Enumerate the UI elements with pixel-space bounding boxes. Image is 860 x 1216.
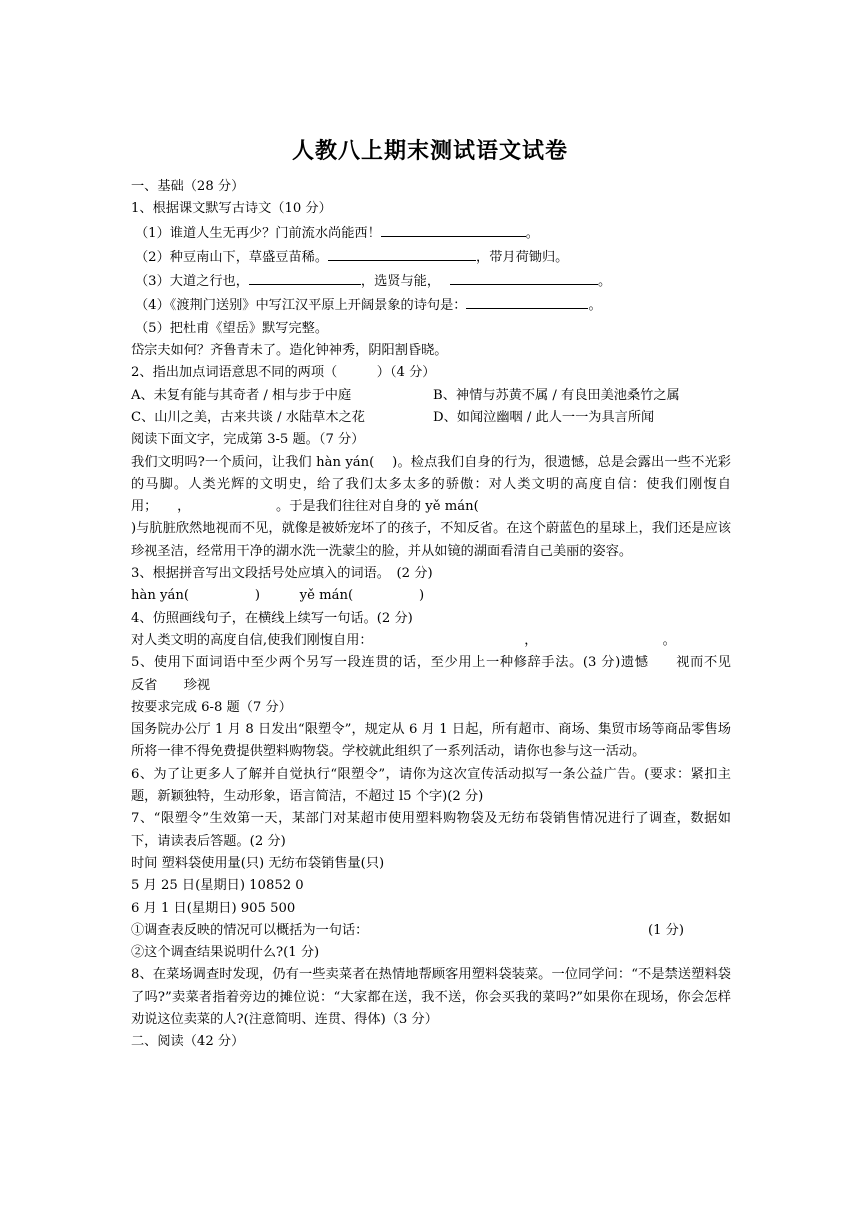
question-1-2-text: （2）种豆南山下，草盛豆苗稀。 <box>135 249 329 265</box>
section-heading-basics: 一、基础（28 分） <box>131 179 245 194</box>
question-3: 3、根据拼音写出文段括号处应填入的词语。 (2 分) <box>131 566 433 582</box>
document-body <box>131 176 758 1054</box>
question-5: 5、使用下面词语中至少两个另写一段连贯的话，至少用上一种修辞手法。(3 分)遗憾 视而不见 反省 珍视 <box>131 655 758 693</box>
question-8: 8、在菜场调查时发现，仍有一些卖菜者在热情地帮顾客用塑料袋装菜。一位同学问：“不是禁送塑料袋了吗?”卖菜者指着旁边的摊位说：“大家都在送，我不送，你会买我的菜吗?”如果你在现场，你会怎样劝说这位卖菜的人?(注意简明、连贯、得体)（3 分） <box>131 967 731 1027</box>
punctuation: 。 <box>598 274 612 290</box>
question-2: 2、指出加点词语意思不同的两项（ ）（4 分） <box>131 365 436 381</box>
answer-blank[interactable] <box>381 221 526 237</box>
question-3-answer: hàn yán( ) yě mán( ) <box>131 588 425 604</box>
background-paragraph: 国务院办公厅 1 月 8 日发出“限塑令”，规定从 6 月 1 日起，所有超市、商场、集贸市场等商品零售场所将一律不得免费提供塑料购物袋。学校就此组织了一系列活动，请你也参与这一活动。 <box>131 722 731 760</box>
question-1: 1、根据课文默写古诗文（10 分） <box>131 201 332 217</box>
question-1-3 <box>131 269 731 293</box>
option-d: D、如闻泣幽咽 / 此人一一为具言所闻 <box>433 409 655 425</box>
answer-blank[interactable] <box>450 269 598 285</box>
question-4-answer: 对人类文明的高度自信,使我们刚愎自用： ， 。 <box>131 632 676 648</box>
answer-blank[interactable] <box>466 293 588 309</box>
punctuation: 。 <box>525 225 539 241</box>
question-7: 7、“限塑令”生效第一天，某部门对某超市使用塑料购物袋及无纺布袋销售情况进行了调查，数据如下，请读表后答题。(2 分) <box>131 811 731 849</box>
question-1-3-text: （3）大道之行也， <box>135 274 249 290</box>
question-1-1 <box>131 221 731 245</box>
question-1-5: （5）把杜甫《望岳》默写完整。 <box>135 320 329 336</box>
question-7-1-text: ①调查表反映的情况可以概括为一句话： <box>131 922 369 938</box>
answer-blank[interactable] <box>328 245 476 261</box>
question-7-2: ②这个调查结果说明什么?(1 分) <box>131 945 320 961</box>
question-7-1 <box>131 920 731 942</box>
question-1-3-text-mid: ，选贤与能， <box>360 274 441 290</box>
question-2-options-cd <box>131 407 731 429</box>
questions-6-8-intro: 按要求完成 6-8 题（7 分） <box>131 699 292 715</box>
question-4: 4、仿照画线句子，在横线上续写一句话。(2 分) <box>131 610 413 626</box>
passage-part-1: 我们文明吗?一个质问，让我们 hàn yán( )。检点我们自身的行为，很遗憾，总是会露出一些不光彩的马脚。人类光辉的文明史，给了我们太多太多的骄傲：对人类文明的高度自信：使我们刚愎自用； ， 。于是我们往往对自身的 yě mán( <box>131 454 731 515</box>
poem-line: 岱宗夫如何？齐鲁青未了。造化钟神秀，阴阳割昏晓。 <box>131 343 448 359</box>
question-1-4-text: （4）《渡荆门送别》中写江汉平原上开阔景象的诗句是： <box>135 298 467 314</box>
answer-blank[interactable] <box>249 269 361 285</box>
passage-part-2: )与肮脏欣然地视而不见，就像是被娇宠坏了的孩子，不知反省。在这个蔚蓝色的星球上，我们还是应该珍视圣洁，经常用干净的湖水洗一洗蒙尘的脸，并从如镜的湖面看清自己美丽的姿容。 <box>131 521 731 559</box>
option-c: C、山川之美，古来共谈 / 水陆草木之花 <box>131 409 365 425</box>
survey-table-row: 5 月 25 日(星期日) 10852 0 <box>131 878 304 894</box>
question-1-2 <box>131 245 731 269</box>
reading-intro: 阅读下面文字，完成第 3-5 题。（7 分） <box>131 432 365 448</box>
question-1-4 <box>131 293 731 317</box>
survey-table-header: 时间 塑料袋使用量(只) 无纺布袋销售量(只) <box>131 855 385 871</box>
question-7-1-score: (1 分) <box>647 922 684 938</box>
option-b: B、神情与苏黄不属 / 有良田美池桑竹之属 <box>433 387 680 403</box>
question-1-1-text: （1）谁道人生无再少？门前流水尚能西！ <box>135 225 381 241</box>
option-a: A、未复有能与其奇者 / 相与步于中庭 <box>131 387 352 403</box>
question-2-options-ab <box>131 385 731 407</box>
survey-table-row: 6 月 1 日(星期日) 905 500 <box>131 900 296 916</box>
question-1-2-text-end: ，带月荷锄归。 <box>476 249 569 265</box>
page-title: 人教八上期末测试语文试卷 <box>291 139 568 164</box>
punctuation: 。 <box>588 298 602 314</box>
question-6: 6、为了让更多人了解并自觉执行“限塑令”，请你为这次宣传活动拟写一条公益广告。(要求：紧扣主题，新颖独特，生动形象，语言简洁，不超过 l5 个字)(2 分) <box>131 766 731 805</box>
section-heading-reading: 二、阅读（42 分） <box>131 1034 245 1050</box>
